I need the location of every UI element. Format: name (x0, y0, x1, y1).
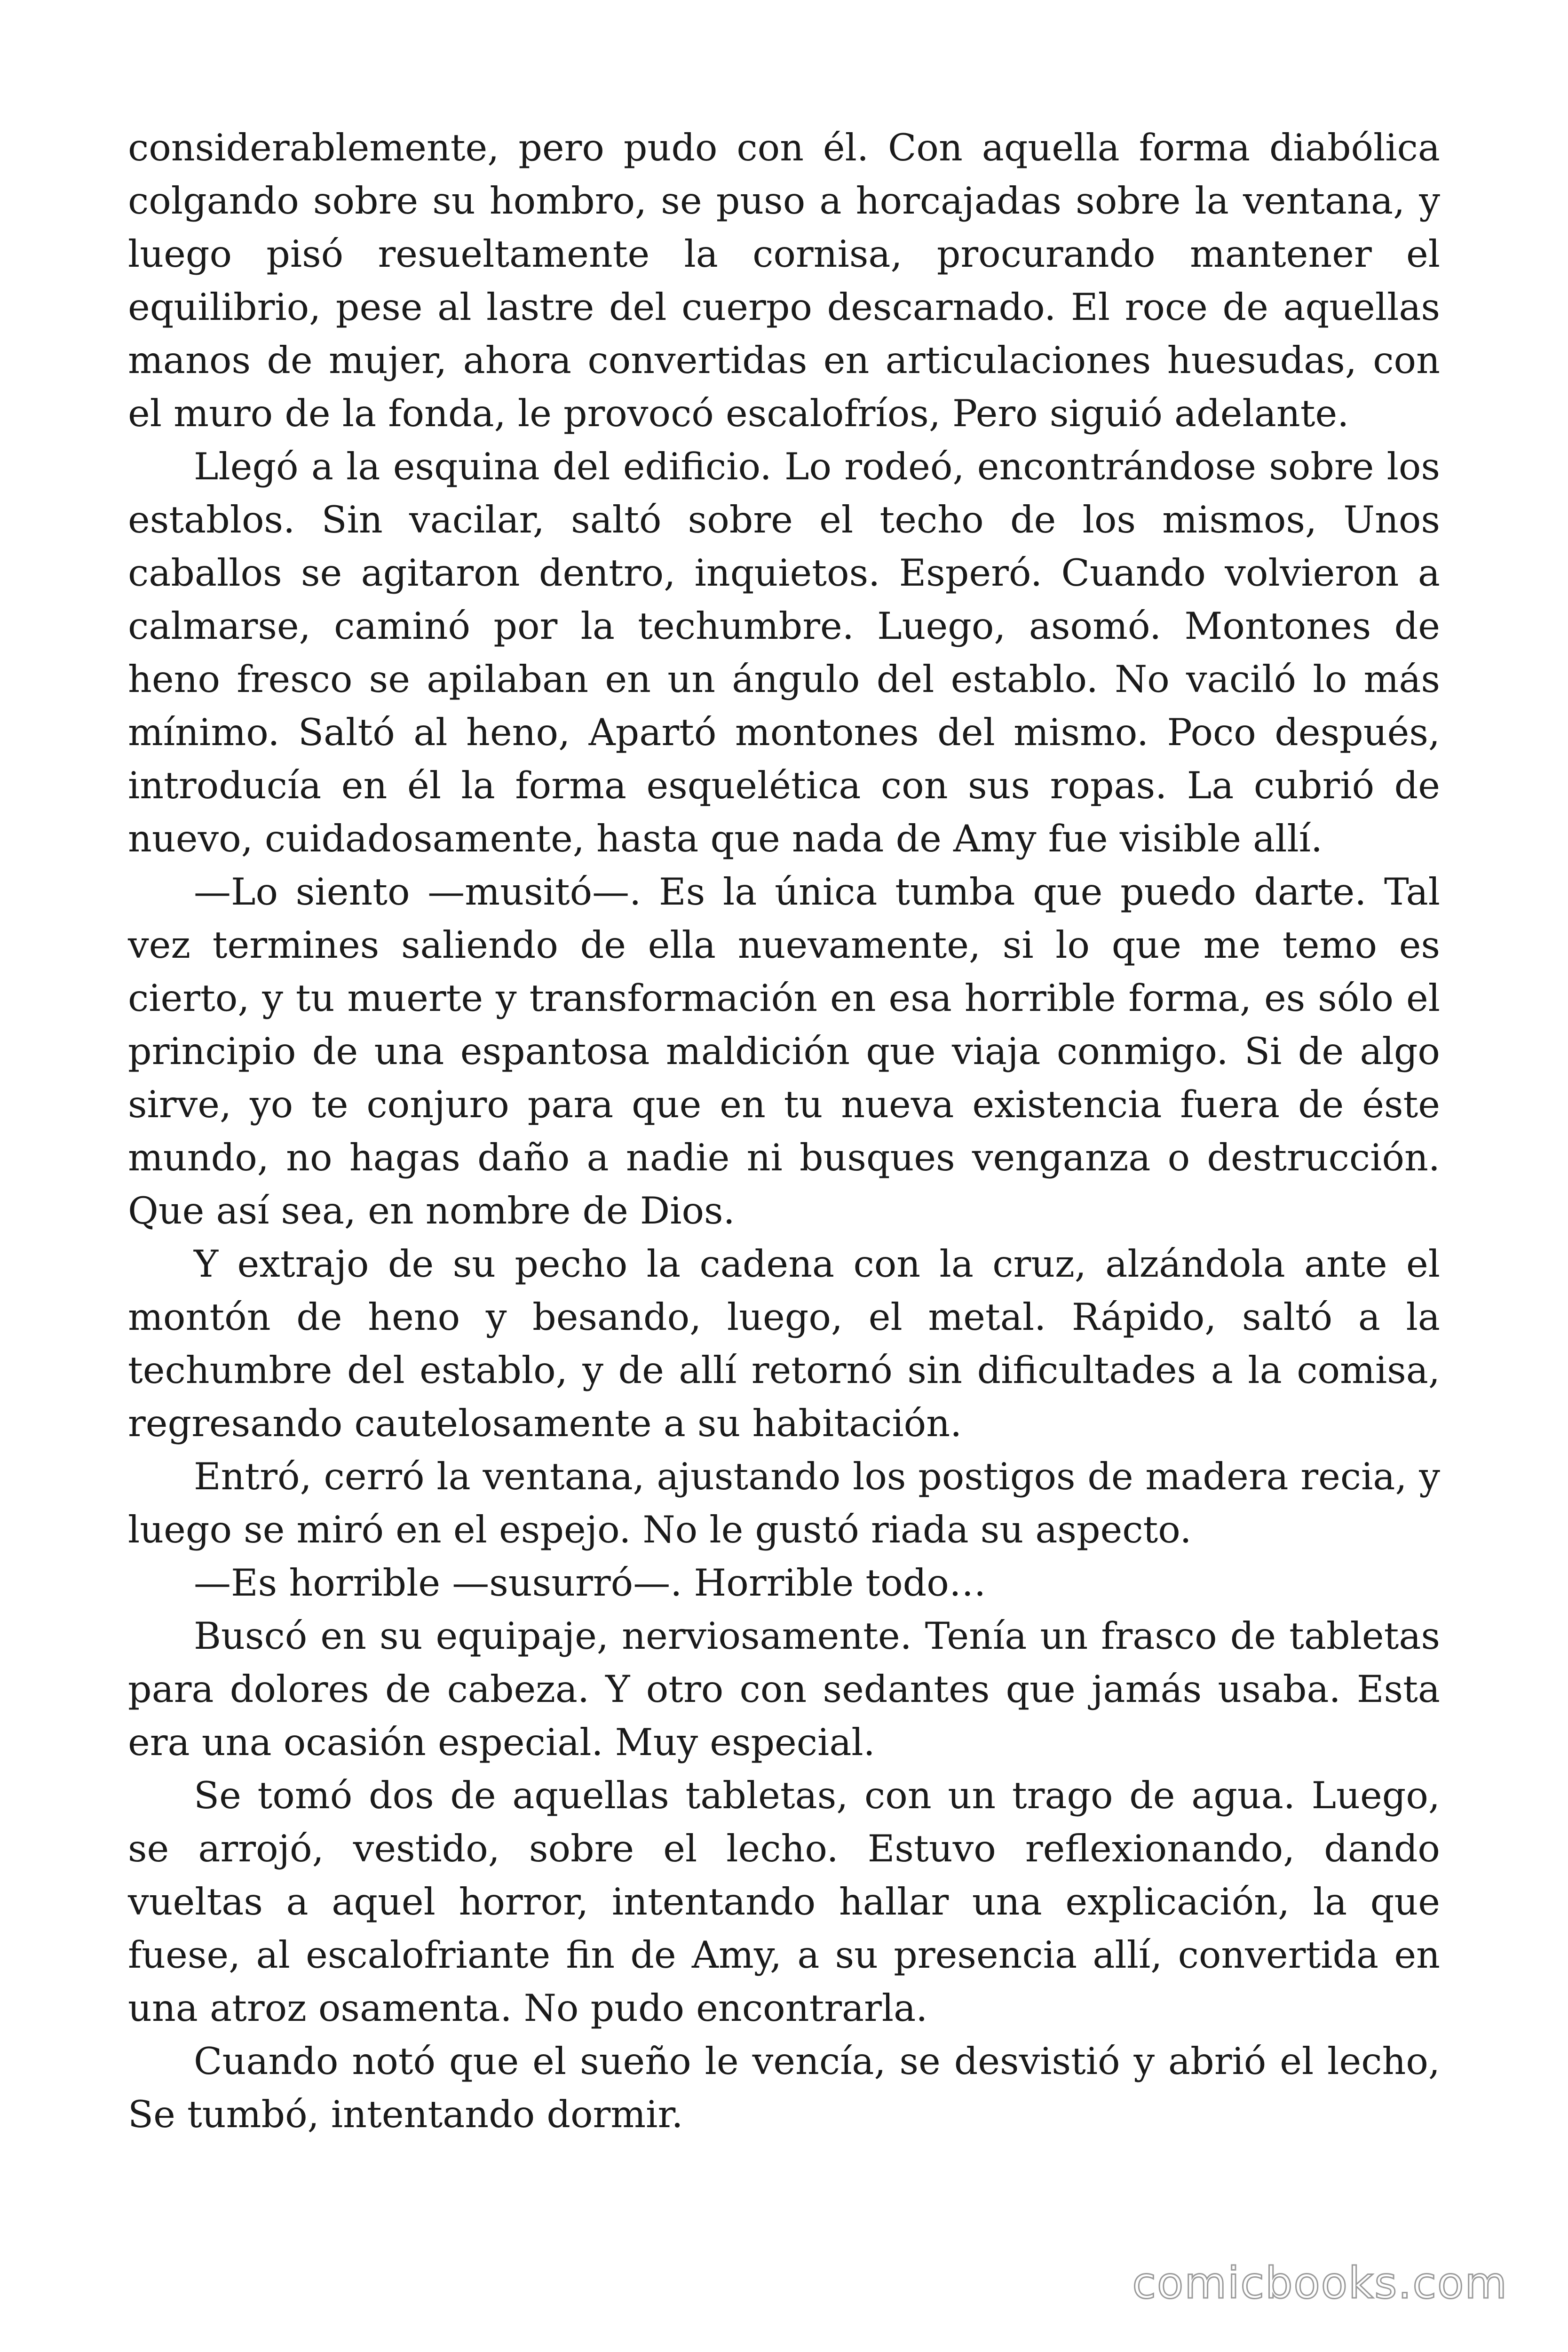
paragraph-4: Y extrajo de su pecho la cadena con la cruz, alzándola ante el montón de heno y besando, luego, el metal. Rápido, saltó a la techumbre del establo, y de allí retornó sin dificultades a la comisa, regresando cautelosamente a su habitación. (128, 1242, 1440, 1445)
paragraph-5: Entró, cerró la ventana, ajustando los postigos de madera recia, y luego se miró en el espejo. No le gustó riada su aspecto. (128, 1455, 1440, 1551)
book-page-text (128, 121, 1440, 2141)
paragraph-8: Se tomó dos de aquellas tabletas, con un trago de agua. Luego, se arrojó, vestido, sobre el lecho. Estuvo reflexionando, dando vueltas a aquel horror, intentando hallar una explicación, la que fuese, al escalofriante fin de Amy, a su presencia allí, convertida en una atroz osamenta. No pudo encontrarla. (128, 1774, 1440, 2030)
paragraph-9: Cuando notó que el sueño le vencía, se desvistió y abrió el lecho, Se tumbó, intentando dormir. (128, 2040, 1440, 2136)
paragraph-2: Llegó a la esquina del edificio. Lo rodeó, encontrándose sobre los establos. Sin vacilar, saltó sobre el techo de los mismos, Unos caballos se agitaron dentro, inquietos. Esperó. Cuando volvieron a calmarse, caminó por la techumbre. Luego, asomó. Montones de heno fresco se apilaban en un ángulo del establo. No vaciló lo más mínimo. Saltó al heno, Apartó montones del mismo. Poco después, introducía en él la forma esquelética con sus ropas. La cubrió de nuevo, cuidadosamente, hasta que nada de Amy fue visible allí. (128, 445, 1440, 860)
paragraph-6: —Es horrible —susurró—. Horrible todo… (194, 1561, 986, 1605)
site-watermark: comicbooks.com (1132, 2258, 1508, 2308)
paragraph-7: Buscó en su equipaje, nerviosamente. Tenía un frasco de tabletas para dolores de cabeza. Y otro con sedantes que jamás usaba. Esta era una ocasión especial. Muy especial. (128, 1614, 1440, 1764)
paragraph-3: —Lo siento —musitó—. Es la única tumba que puedo darte. Tal vez termines saliendo de ella nuevamente, si lo que me temo es cierto, y tu muerte y transformación en esa horrible forma, es sólo el principio de una espantosa maldición que viaja conmigo. Si de algo sirve, yo te conjuro para que en tu nueva existencia fuera de éste mundo, no hagas daño a nadie ni busques venganza o destrucción. Que así sea, en nombre de Dios. (128, 870, 1440, 1232)
paragraph-1: considerablemente, pero pudo con él. Con aquella forma diabólica colgando sobre su hombro, se puso a horcajadas sobre la ventana, y luego pisó resueltamente la cornisa, procurando mantener el equilibrio, pese al lastre del cuerpo descarnado. El roce de aquellas manos de mujer, ahora convertidas en articulaciones huesudas, con el muro de la fonda, le provocó escalofríos, Pero siguió adelante. (128, 126, 1440, 435)
